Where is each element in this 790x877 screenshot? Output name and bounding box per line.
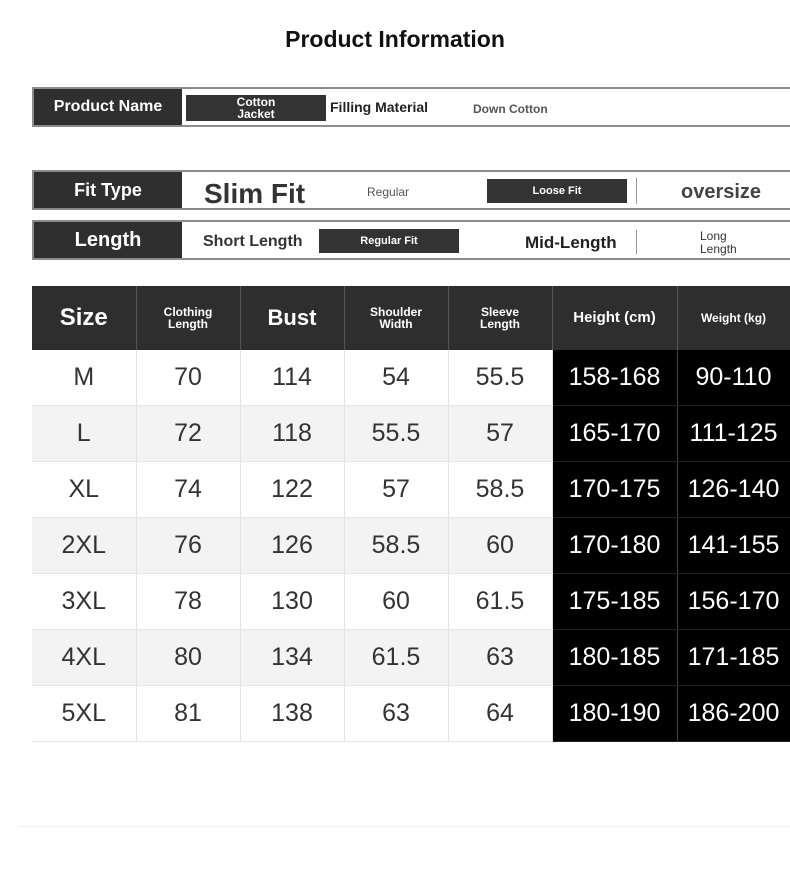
product-name-value — [186, 95, 326, 121]
cell-clothing-length: 72 — [136, 406, 240, 462]
cell-clothing-length: 74 — [136, 462, 240, 518]
product-name-value-line2: Jacket — [237, 107, 275, 121]
filling-material-label: Filling Material — [330, 99, 429, 115]
cell-size: 4XL — [32, 630, 136, 686]
cell-shoulder-width: 63 — [344, 686, 448, 742]
header-clothing-length: Clothing Length — [136, 286, 240, 350]
header-height: Height (cm) — [552, 286, 677, 350]
cell-bust: 118 — [240, 406, 344, 462]
cell-shoulder-width: 57 — [344, 462, 448, 518]
cell-clothing-length: 76 — [136, 518, 240, 574]
fit-type-label: Fit Type — [34, 172, 182, 208]
length-option-long-line1: Long — [700, 229, 727, 243]
cell-sleeve-length: 58.5 — [448, 462, 552, 518]
cell-size: 5XL — [32, 686, 136, 742]
cell-sleeve-length: 63 — [448, 630, 552, 686]
cell-bust: 130 — [240, 574, 344, 630]
table-row — [32, 686, 790, 742]
fit-option-slim: Slim Fit — [204, 178, 306, 209]
length-option-mid: Mid-Length — [525, 233, 617, 252]
table-row — [32, 518, 790, 574]
cell-height: 175-185 — [552, 574, 677, 630]
table-row — [32, 406, 790, 462]
header-size: Size — [32, 286, 136, 350]
length-row — [32, 220, 790, 260]
length-option-long — [700, 228, 737, 258]
cell-weight: 156-170 — [677, 574, 790, 630]
table-row — [32, 462, 790, 518]
cell-sleeve-length: 64 — [448, 686, 552, 742]
header-weight: Weight (kg) — [677, 286, 790, 350]
size-table — [32, 286, 790, 742]
product-name-value-line1: Cotton — [236, 95, 276, 109]
cell-sleeve-length: 57 — [448, 406, 552, 462]
bottom-divider — [18, 826, 790, 827]
fit-option-regular: Regular — [367, 185, 410, 199]
cell-shoulder-width: 61.5 — [344, 630, 448, 686]
cell-shoulder-width: 58.5 — [344, 518, 448, 574]
cell-height: 170-175 — [552, 462, 677, 518]
cell-weight: 171-185 — [677, 630, 790, 686]
page-title: Product Information — [285, 26, 505, 52]
cell-size: 2XL — [32, 518, 136, 574]
product-name-row — [32, 87, 790, 127]
table-row — [32, 350, 790, 406]
cell-height: 170-180 — [552, 518, 677, 574]
product-name-label: Product Name — [34, 89, 182, 125]
fit-option-oversize: oversize — [681, 180, 762, 203]
cell-shoulder-width: 55.5 — [344, 406, 448, 462]
cell-height: 158-168 — [552, 350, 677, 406]
cell-weight: 186-200 — [677, 686, 790, 742]
fit-type-row — [32, 170, 790, 210]
cell-size: M — [32, 350, 136, 406]
header-shoulder-width: Shoulder Width — [344, 286, 448, 350]
cell-bust: 134 — [240, 630, 344, 686]
cell-weight: 141-155 — [677, 518, 790, 574]
length-option-regular-selected: Regular Fit — [319, 229, 459, 253]
cell-bust: 126 — [240, 518, 344, 574]
cell-sleeve-length: 61.5 — [448, 574, 552, 630]
header-sleeve-length: Sleeve Length — [448, 286, 552, 350]
table-row — [32, 574, 790, 630]
table-row — [32, 630, 790, 686]
length-label: Length — [34, 222, 182, 258]
cell-clothing-length: 78 — [136, 574, 240, 630]
cell-sleeve-length: 60 — [448, 518, 552, 574]
cell-bust: 114 — [240, 350, 344, 406]
cell-sleeve-length: 55.5 — [448, 350, 552, 406]
cell-shoulder-width: 54 — [344, 350, 448, 406]
cell-height: 165-170 — [552, 406, 677, 462]
cell-clothing-length: 80 — [136, 630, 240, 686]
header-bust: Bust — [240, 286, 344, 350]
cell-shoulder-width: 60 — [344, 574, 448, 630]
length-divider — [636, 230, 637, 254]
cell-bust: 138 — [240, 686, 344, 742]
cell-height: 180-185 — [552, 630, 677, 686]
cell-size: XL — [32, 462, 136, 518]
filling-material-value: Down Cotton — [473, 102, 548, 116]
size-table-header — [32, 286, 790, 350]
cell-size: L — [32, 406, 136, 462]
length-option-short: Short Length — [203, 233, 303, 250]
cell-weight: 90-110 — [677, 350, 790, 406]
cell-size: 3XL — [32, 574, 136, 630]
cell-weight: 126-140 — [677, 462, 790, 518]
cell-clothing-length: 70 — [136, 350, 240, 406]
cell-bust: 122 — [240, 462, 344, 518]
cell-clothing-length: 81 — [136, 686, 240, 742]
length-option-long-line2: Length — [700, 242, 737, 256]
cell-weight: 111-125 — [677, 406, 790, 462]
fit-option-loose-selected: Loose Fit — [487, 179, 627, 203]
fit-divider — [636, 178, 637, 204]
cell-height: 180-190 — [552, 686, 677, 742]
